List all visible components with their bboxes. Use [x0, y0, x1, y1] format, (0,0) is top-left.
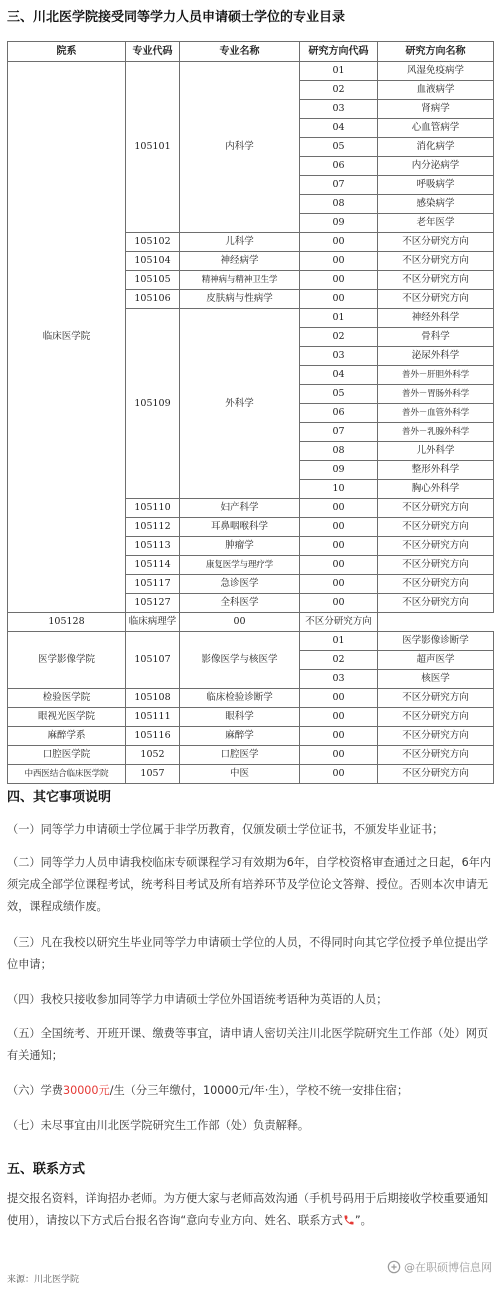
direction-name: 普外－乳腺外科学 [378, 423, 494, 442]
watermark-text: @在职硕博信息网 [404, 1261, 492, 1274]
direction-code: 00 [180, 613, 300, 632]
direction-code: 10 [300, 480, 378, 499]
direction-name: 肾病学 [378, 100, 494, 119]
direction-name: 核医学 [378, 670, 494, 689]
table-row [8, 708, 494, 727]
section-4-title: 四、其它事项说明 [7, 790, 112, 805]
program-name: 麻醉学 [180, 727, 300, 746]
dept-optometry: 眼视光医学院 [8, 708, 126, 727]
program-code: 1057 [126, 765, 180, 784]
section-3-title: 三、川北医学院接受同等学力人员申请硕士学位的专业目录 [7, 10, 346, 25]
program-name: 急诊医学 [180, 575, 300, 594]
dept-lab: 检验医学院 [8, 689, 126, 708]
header-direction-code: 研究方向代码 [300, 42, 378, 62]
direction-name: 不区分研究方向 [378, 727, 494, 746]
note-item-3: （三）凡在我校以研究生毕业同等学力申请硕士学位的人员，不得同时向其它学位授予单位提出学位申请； [7, 936, 489, 971]
direction-name: 不区分研究方向 [378, 290, 494, 309]
direction-code: 09 [300, 461, 378, 480]
program-name: 眼科学 [180, 708, 300, 727]
program-code: 105109 [126, 309, 180, 499]
direction-code: 00 [300, 575, 378, 594]
header-program-name: 专业名称 [180, 42, 300, 62]
table-row [8, 632, 494, 651]
note-item-5: （五）全国统考、开班开课、缴费等事宜，请申请人密切关注川北医学院研究生工作部（处）网页有关通知； [7, 1027, 489, 1062]
direction-name: 不区分研究方向 [378, 765, 494, 784]
program-name: 妇产科学 [180, 499, 300, 518]
program-code: 105114 [126, 556, 180, 575]
dept-imaging: 医学影像学院 [8, 632, 126, 689]
program-code: 105117 [126, 575, 180, 594]
program-name: 临床病理学 [126, 613, 180, 632]
contact-text: 提交报名资料，详询招办老师。为方便大家与老师高效沟通（手机号码用于后期接收学校重要通知使用），请按以下方式后台报名咨询“意向专业方向、姓名、联系方式 [7, 1192, 489, 1227]
direction-name: 感染病学 [378, 195, 494, 214]
direction-code: 04 [300, 366, 378, 385]
direction-name: 不区分研究方向 [378, 689, 494, 708]
direction-code: 00 [300, 556, 378, 575]
dept-tcm: 中西医结合临床医学院 [8, 765, 126, 784]
direction-name: 泌尿外科学 [378, 347, 494, 366]
note-item-4: （四）我校只接收参加同等学力申请硕士学位外国语统考语种为英语的人员； [7, 993, 388, 1006]
program-name: 耳鼻咽喉科学 [180, 518, 300, 537]
direction-code: 05 [300, 385, 378, 404]
direction-name: 普外－肝胆外科学 [378, 366, 494, 385]
program-code: 105113 [126, 537, 180, 556]
direction-name: 不区分研究方向 [378, 499, 494, 518]
header-department: 院系 [8, 42, 126, 62]
program-code: 105110 [126, 499, 180, 518]
direction-code: 02 [300, 328, 378, 347]
program-name: 口腔医学 [180, 746, 300, 765]
direction-code: 06 [300, 404, 378, 423]
direction-code: 00 [300, 708, 378, 727]
watermark [387, 1259, 492, 1275]
direction-code: 07 [300, 423, 378, 442]
fee-suffix: /生（分三年缴付，10000元/年·生），学校不统一安排住宿； [109, 1084, 409, 1097]
contact-tail: ”。 [354, 1214, 372, 1227]
program-name: 内科学 [180, 62, 300, 233]
direction-name: 不区分研究方向 [378, 746, 494, 765]
table-row [8, 62, 494, 81]
program-name: 全科医学 [180, 594, 300, 613]
program-name: 影像医学与核医学 [180, 632, 300, 689]
direction-name: 整形外科学 [378, 461, 494, 480]
direction-name: 不区分研究方向 [378, 556, 494, 575]
program-code: 105105 [126, 271, 180, 290]
program-code: 105102 [126, 233, 180, 252]
header-program-code: 专业代码 [126, 42, 180, 62]
direction-code: 01 [300, 309, 378, 328]
direction-code: 07 [300, 176, 378, 195]
direction-name: 不区分研究方向 [378, 271, 494, 290]
program-code: 1052 [126, 746, 180, 765]
program-code: 105107 [126, 632, 180, 689]
direction-code: 00 [300, 290, 378, 309]
note-item-7: （七）未尽事宜由川北医学院研究生工作部（处）负责解释。 [7, 1119, 310, 1132]
direction-code: 04 [300, 119, 378, 138]
program-code: 105128 [8, 613, 126, 632]
watermark-logo-icon [387, 1260, 401, 1274]
program-table [7, 41, 494, 784]
program-code: 105116 [126, 727, 180, 746]
direction-code: 03 [300, 100, 378, 119]
direction-code: 00 [300, 746, 378, 765]
program-code: 105111 [126, 708, 180, 727]
direction-code: 00 [300, 594, 378, 613]
direction-name: 呼吸病学 [378, 176, 494, 195]
direction-code: 02 [300, 81, 378, 100]
source-note: 来源：川北医学院 [7, 1275, 80, 1285]
dept-stomatology: 口腔医学院 [8, 746, 126, 765]
direction-code: 09 [300, 214, 378, 233]
direction-name: 普外－胃肠外科学 [378, 385, 494, 404]
direction-name: 不区分研究方向 [378, 575, 494, 594]
direction-code: 00 [300, 727, 378, 746]
direction-name: 不区分研究方向 [300, 613, 378, 632]
direction-name: 骨科学 [378, 328, 494, 347]
direction-name: 内分泌病学 [378, 157, 494, 176]
program-code: 105101 [126, 62, 180, 233]
direction-code: 00 [300, 765, 378, 784]
direction-name: 超声医学 [378, 651, 494, 670]
contact-paragraph [7, 1188, 493, 1232]
direction-code: 08 [300, 195, 378, 214]
program-name: 肿瘤学 [180, 537, 300, 556]
direction-name: 普外－血管外科学 [378, 404, 494, 423]
program-name: 皮肤病与性病学 [180, 290, 300, 309]
direction-code: 01 [300, 632, 378, 651]
dept-clinical: 临床医学院 [8, 62, 126, 613]
direction-code: 08 [300, 442, 378, 461]
program-code: 105108 [126, 689, 180, 708]
program-name: 临床检验诊断学 [180, 689, 300, 708]
direction-name: 心血管病学 [378, 119, 494, 138]
fee-prefix: （六）学费 [7, 1084, 63, 1097]
direction-name: 不区分研究方向 [378, 708, 494, 727]
direction-name: 血液病学 [378, 81, 494, 100]
table-row [8, 765, 494, 784]
dept-anesthesia: 麻醉学系 [8, 727, 126, 746]
program-name: 康复医学与理疗学 [180, 556, 300, 575]
direction-name: 不区分研究方向 [378, 518, 494, 537]
direction-code: 00 [300, 518, 378, 537]
program-code: 105106 [126, 290, 180, 309]
direction-name: 不区分研究方向 [378, 233, 494, 252]
direction-code: 00 [300, 689, 378, 708]
section-5-title: 五、联系方式 [7, 1162, 86, 1177]
program-name: 神经病学 [180, 252, 300, 271]
table-row [8, 727, 494, 746]
note-item-6 [7, 1080, 493, 1102]
note-item-1: （一）同等学力申请硕士学位属于非学历教育，仅颁发硕士学位证书，不颁发毕业证书； [7, 823, 444, 836]
phone-icon [343, 1212, 355, 1224]
program-code: 105112 [126, 518, 180, 537]
direction-code: 00 [300, 537, 378, 556]
direction-name: 儿外科学 [378, 442, 494, 461]
direction-name: 不区分研究方向 [378, 252, 494, 271]
direction-code: 06 [300, 157, 378, 176]
program-code: 105104 [126, 252, 180, 271]
program-name: 儿科学 [180, 233, 300, 252]
direction-name: 风湿免疫病学 [378, 62, 494, 81]
direction-code: 01 [300, 62, 378, 81]
direction-name: 医学影像诊断学 [378, 632, 494, 651]
table-header-row [8, 42, 494, 62]
table-row [8, 613, 494, 632]
direction-code: 02 [300, 651, 378, 670]
direction-name: 不区分研究方向 [378, 594, 494, 613]
direction-name: 神经外科学 [378, 309, 494, 328]
table-row [8, 689, 494, 708]
header-direction-name: 研究方向名称 [378, 42, 494, 62]
program-name: 中医 [180, 765, 300, 784]
direction-name: 胸心外科学 [378, 480, 494, 499]
direction-code: 00 [300, 271, 378, 290]
program-name: 外科学 [180, 309, 300, 499]
direction-code: 05 [300, 138, 378, 157]
table-row [8, 746, 494, 765]
direction-code: 00 [300, 233, 378, 252]
direction-name: 不区分研究方向 [378, 537, 494, 556]
direction-code: 00 [300, 252, 378, 271]
program-name: 精神病与精神卫生学 [180, 271, 300, 290]
direction-code: 00 [300, 499, 378, 518]
direction-name: 消化病学 [378, 138, 494, 157]
direction-code: 03 [300, 670, 378, 689]
direction-code: 03 [300, 347, 378, 366]
program-code: 105127 [126, 594, 180, 613]
note-item-2: （二）同等学力人员申请我校临床专硕课程学习有效期为6年，自学校资格审查通过之日起，6年内须完成全部学位课程考试，统考科目考试及所有培养环节及学位论文答辩、授位。否则本次申请无效，课程成绩作废。 [7, 856, 492, 913]
direction-name: 老年医学 [378, 214, 494, 233]
fee-amount: 30000元 [62, 1084, 110, 1097]
